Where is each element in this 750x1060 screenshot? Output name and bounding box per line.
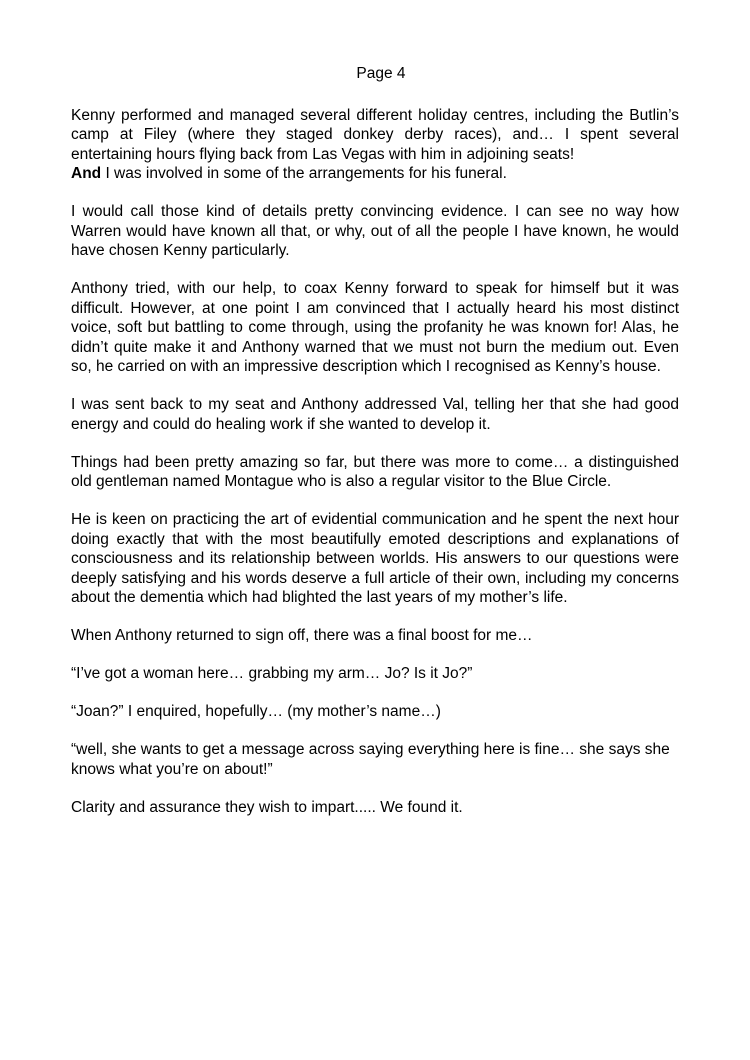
paragraph-2: I would call those kind of details pretty convincing evidence. I can see no way how Warren would have known all that, or why, out of all the people I have known, he would have chosen Kenny particularly.: [71, 203, 679, 259]
paragraph-11-closing: Clarity and assurance they wish to impart..... We found it.: [71, 798, 463, 816]
paragraph-4: I was sent back to my seat and Anthony addressed Val, telling her that she had good energy and could do healing work if she wanted to develop it.: [71, 396, 679, 433]
paragraph-1-text: Kenny performed and managed several different holiday centres, including the Butlin’s camp at Filey (where they staged donkey derby races), and… I spent several entertaining hours flying back from Las Vegas with him in adjoining seats!: [71, 106, 679, 163]
paragraph-10-quote: “well, she wants to get a message across saying everything here is fine… she says she knows what you’re on about!”: [71, 741, 670, 778]
paragraph-6: He is keen on practicing the art of evidential communication and he spent the next hour doing exactly that with the most beautifully emoted descriptions and explanations of consciousness and its relationship between worlds. His answers to our questions were deeply satisfying and his words deserve a full article of their own, including my concerns about the dementia which had blighted the last years of my mother’s life.: [71, 511, 679, 606]
paragraph-1-bold-lead: And: [71, 165, 102, 182]
paragraph-9-quote: “Joan?” I enquired, hopefully… (my mother’s name…): [71, 703, 441, 720]
paragraph-5: Things had been pretty amazing so far, but there was more to come… a distinguished old gentleman named Montague who is also a regular visitor to the Blue Circle.: [71, 453, 679, 490]
paragraph-7: When Anthony returned to sign off, there was a final boost for me…: [71, 627, 533, 644]
page-number: Page 4: [356, 65, 406, 82]
paragraph-1: [71, 106, 679, 165]
paragraph-8-quote: “I’ve got a woman here… grabbing my arm… Jo? Is it Jo?”: [71, 665, 473, 682]
paragraph-3: Anthony tried, with our help, to coax Kenny forward to speak for himself but it was difficult. However, at one point I am convinced that I actually heard his most distinct voice, soft but battling to come through, using the profanity he was known for! Alas, he didn’t quite make it and Anthony warned that we must not burn the medium out. Even so, he carried on with an impressive description which I recognised as Kenny’s house.: [71, 280, 679, 375]
paragraph-1-continued: [71, 164, 679, 184]
paragraph-1-continued-text: I was involved in some of the arrangements for his funeral.: [101, 165, 507, 182]
document-page: [71, 64, 679, 836]
